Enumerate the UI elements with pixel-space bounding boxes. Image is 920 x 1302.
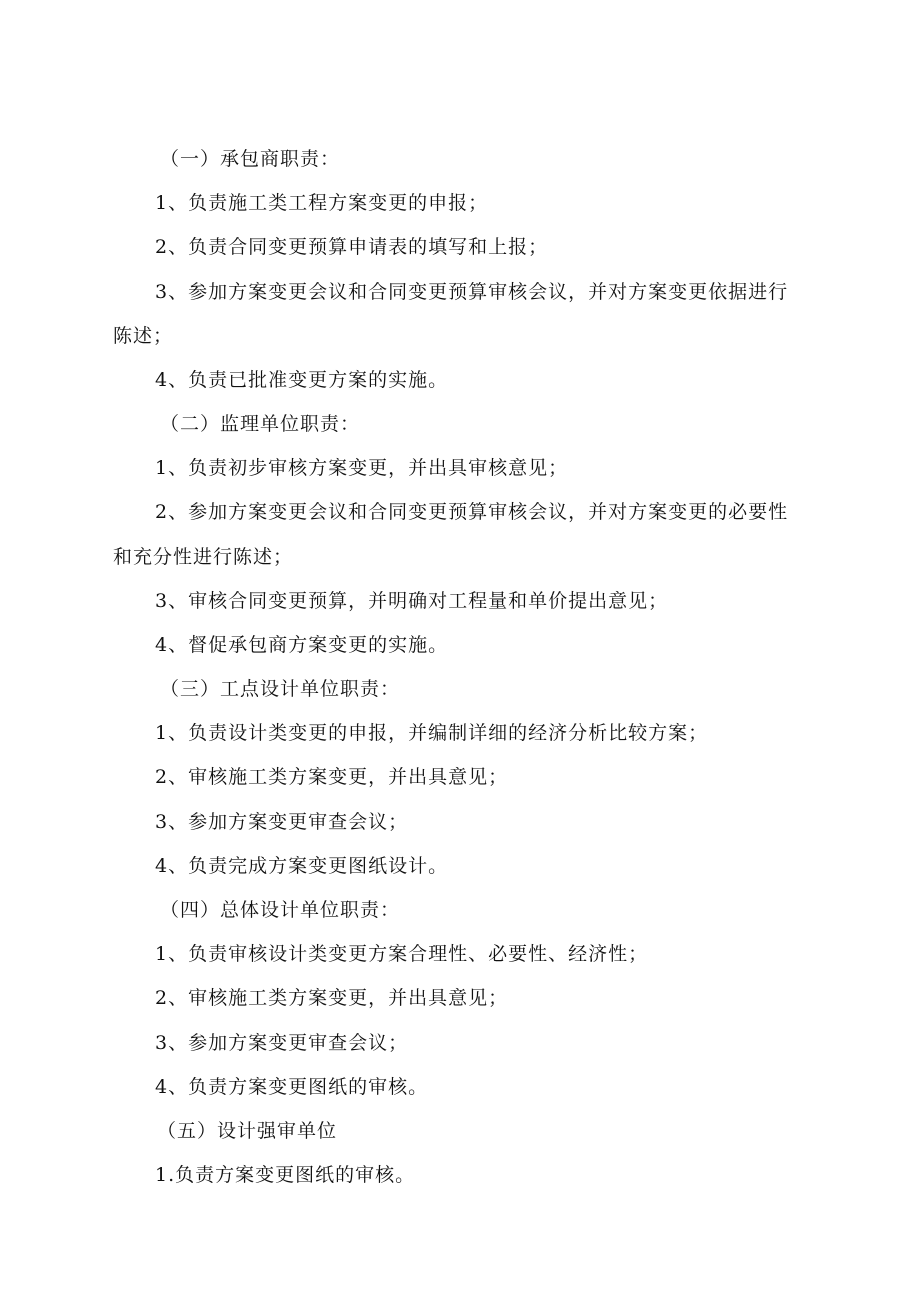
section-4-item-2: 2、审核施工类方案变更，并出具意见； xyxy=(155,987,509,1009)
section-heading-3: （三）工点设计单位职责： xyxy=(160,678,401,700)
section-1-item-3-continued: 陈述； xyxy=(113,325,174,347)
section-3-item-2: 2、审核施工类方案变更，并出具意见； xyxy=(155,766,509,788)
section-heading-2: （二）监理单位职责： xyxy=(160,413,361,435)
section-5-item-1: 1.负责方案变更图纸的审核。 xyxy=(155,1164,416,1186)
section-4-item-3: 3、参加方案变更审查会议； xyxy=(155,1032,409,1054)
section-3-item-4: 4、负责完成方案变更图纸设计。 xyxy=(155,855,449,877)
section-1-item-1: 1、负责施工类工程方案变更的申报； xyxy=(155,192,489,214)
section-heading-5: （五）设计强审单位 xyxy=(157,1120,338,1142)
section-1-item-2: 2、负责合同变更预算申请表的填写和上报； xyxy=(155,236,549,258)
section-heading-4: （四）总体设计单位职责： xyxy=(160,899,401,921)
section-1-item-3: 3、参加方案变更会议和合同变更预算审核会议，并对方案变更依据进行 xyxy=(155,281,789,303)
section-3-item-3: 3、参加方案变更审查会议； xyxy=(155,811,409,833)
section-4-item-1: 1、负责审核设计类变更方案合理性、必要性、经济性； xyxy=(155,943,649,965)
section-1-item-4: 4、负责已批准变更方案的实施。 xyxy=(155,369,449,391)
section-2-item-4: 4、督促承包商方案变更的实施。 xyxy=(155,634,449,656)
section-2-item-2-continued: 和充分性进行陈述； xyxy=(113,546,294,568)
section-heading-1: （一）承包商职责： xyxy=(160,148,341,170)
section-2-item-3: 3、审核合同变更预算，并明确对工程量和单价提出意见； xyxy=(155,590,669,612)
section-2-item-1: 1、负责初步审核方案变更，并出具审核意见； xyxy=(155,457,569,479)
section-2-item-2: 2、参加方案变更会议和合同变更预算审核会议，并对方案变更的必要性 xyxy=(155,501,789,523)
section-3-item-1: 1、负责设计类变更的申报，并编制详细的经济分析比较方案； xyxy=(155,722,709,744)
section-4-item-4: 4、负责方案变更图纸的审核。 xyxy=(155,1076,429,1098)
